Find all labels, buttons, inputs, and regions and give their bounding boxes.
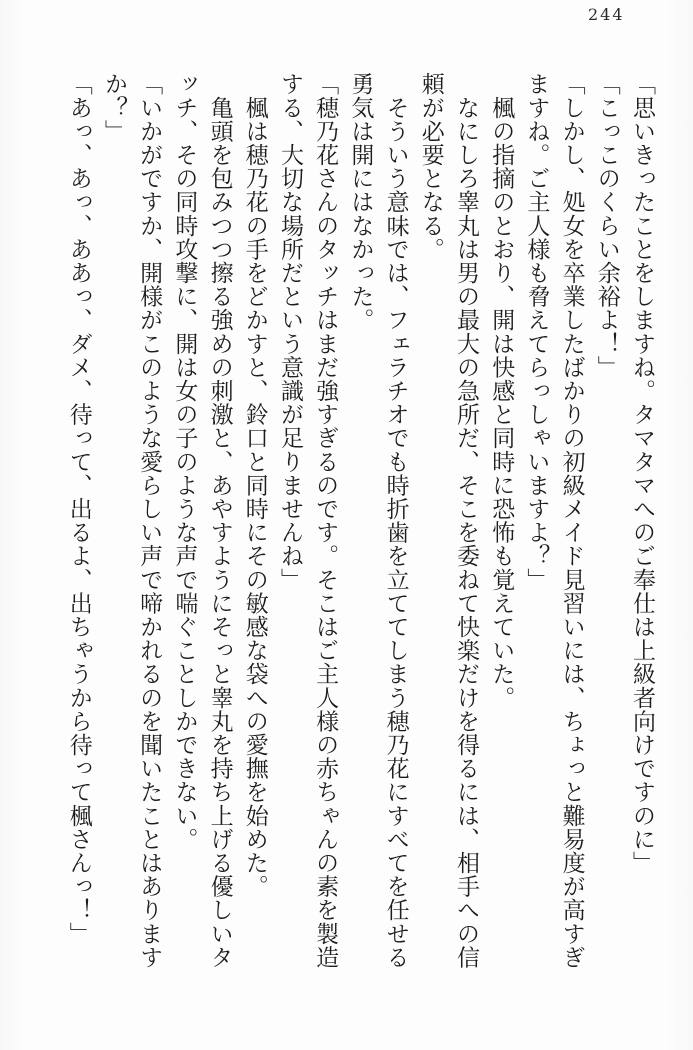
text-column-14: ッチ、その同時攻撃に、開は女の子のような声で喘ぐことしかできない。 — [171, 72, 198, 851]
page-number: 244 — [588, 5, 625, 24]
text-column-4: ますね。ご主人様も脅えてらっしゃいますよ？」 — [523, 72, 550, 592]
text-column-7: 頼が必要となる。 — [417, 72, 444, 261]
text-column-1: 「思いきったことをしますね。タマタマへのご奉仕は上級者向けですのに」 — [629, 72, 655, 875]
text-column-13: 亀頭を包みつつ擦る強めの刺激と、あやすようにそっと睾丸を持ち上げる優しいタ — [206, 72, 233, 969]
text-column-5: 楓の指摘のとおり、開は快感と同時に恐怖も覚えていた。 — [488, 72, 515, 710]
text-column-9: 勇気は開にはなかった。 — [347, 72, 374, 332]
text-column-11: する、大切な場所だという意識が足りませんね」 — [276, 72, 303, 592]
text-column-16: か？」 — [100, 72, 127, 143]
text-column-3: 「しかし、処女を卒業したばかりの初級メイド見習いには、ちょっと難易度が高すぎ — [558, 72, 585, 969]
text-column-10: 「穂乃花さんのタッチはまだ強すぎるのです。そこはご主人様の赤ちゃんの素を製造 — [312, 72, 339, 969]
text-column-12: 楓は穂乃花の手をどかすと、鈴口と同時にその敏感な袋への愛撫を始めた。 — [241, 72, 268, 898]
text-column-17: 「あっ、あっ、ああっ、ダメ、待って、出るよ、出ちゃうから待って楓さんっ！」 — [65, 72, 92, 946]
text-column-8: そういう意味では、フェラチオでも時折歯を立ててしまう穂乃花にすべてを任せる — [382, 72, 409, 969]
text-column-6: なにしろ睾丸は男の最大の急所だ、そこを委ねて快楽だけを得るには、相手への信 — [452, 72, 479, 969]
text-column-15: 「いかがですか、開様がこのような愛らしい声で啼かれるのを聞いたことはあります — [136, 72, 163, 969]
text-column-2: 「こっこのくらい余裕よ！」 — [593, 72, 620, 379]
vertical-text-block — [59, 72, 659, 1032]
